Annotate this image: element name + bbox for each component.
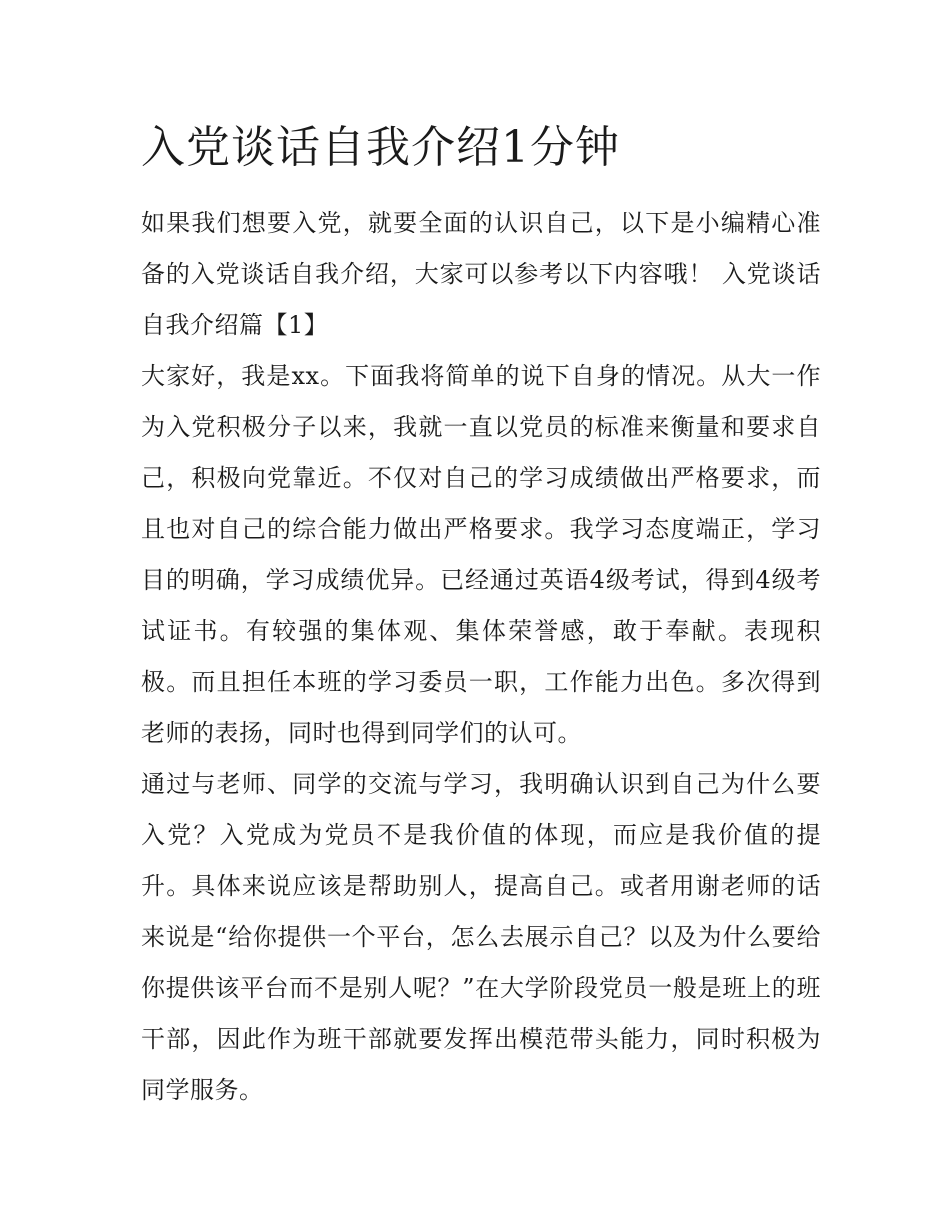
document-page — [141, 118, 821, 1116]
paragraph-intro: 如果我们想要入党，就要全面的认识自己，以下是小编精心准备的入党谈话自我介绍，大家可以参考以下内容哦！ 入党谈话自我介绍篇【1】 — [141, 209, 821, 339]
paragraph-self-introduction: 大家好，我是xx。下面我将简单的说下自身的情况。从大一作为入党积极分子以来，我就一直以党员的标准来衡量和要求自己，积极向党靠近。不仅对自己的学习成绩做出严格要求，而且也对自己的综合能力做出严格要求。我学习态度端正，学习目的明确，学习成绩优异。已经通过英语4级考试，得到4级考试证书。有较强的集体观、集体荣誉感，敢于奉献。表现积极。而且担任本班的学习委员一职，工作能力出色。多次得到老师的表扬，同时也得到同学们的认可。 — [141, 362, 821, 747]
paragraph-reason-for-joining: 通过与老师、同学的交流与学习，我明确认识到自己为什么要入党？入党成为党员不是我价值的体现，而应是我价值的提升。具体来说应该是帮助别人，提高自己。或者用谢老师的话来说是“给你提供一个平台，怎么去展示自己？以及为什么要给你提供该平台而不是别人呢？”在大学阶段党员一般是班上的班干部，因此作为班干部就要发挥出模范带头能力，同时积极为同学服务。 — [141, 770, 821, 1104]
document-title: 入党谈话自我介绍1分钟 — [141, 122, 620, 173]
